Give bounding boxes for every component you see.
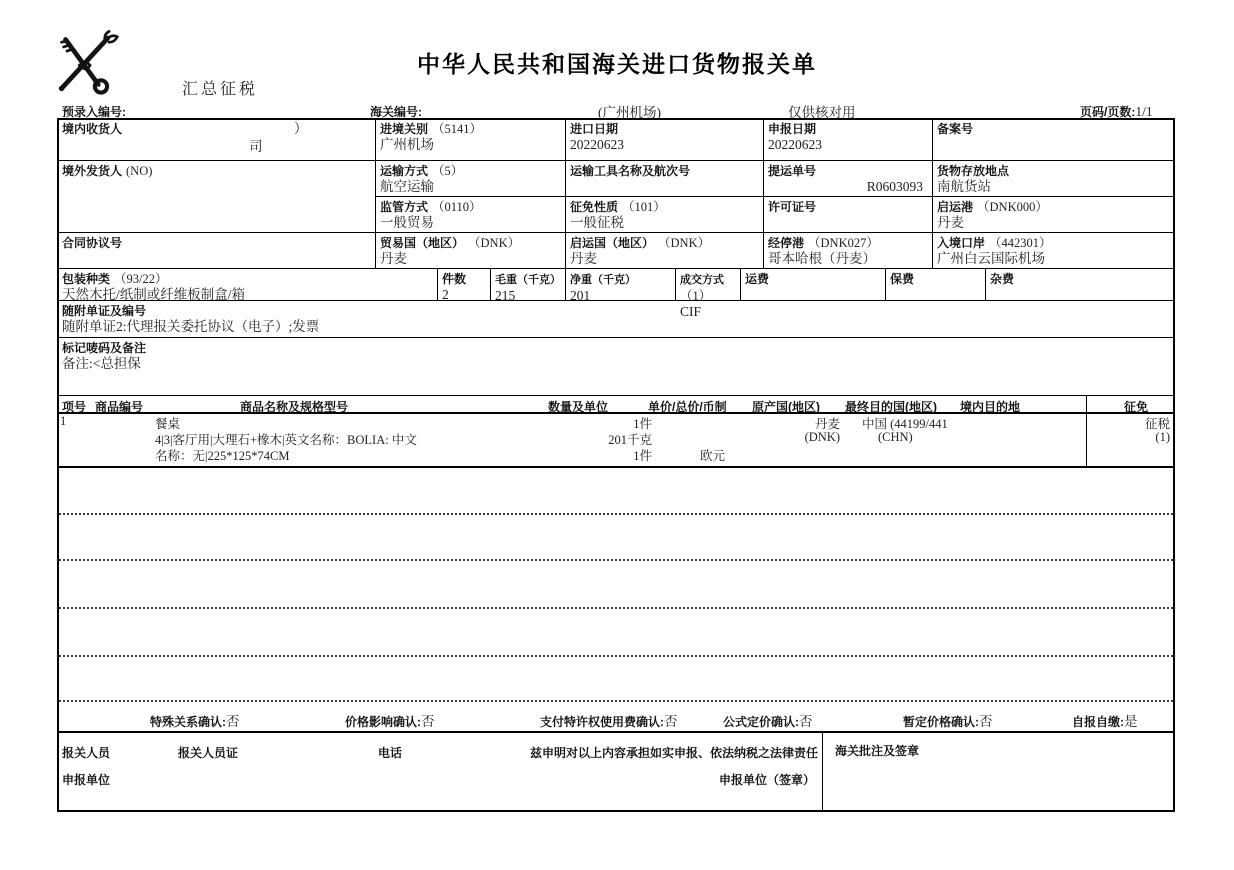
item-levy-line1: 征税	[1144, 417, 1170, 431]
consignee-value-2: 司	[249, 139, 263, 154]
confirm-price-impact-label: 价格影响确认:	[345, 715, 421, 729]
confirm-provisional-price-label: 暂定价格确认:	[903, 715, 979, 729]
item-name-line3: 名称：无|225*125*74CM	[155, 449, 290, 463]
field-trade-country	[375, 232, 568, 267]
page-number-value: 1/1	[1135, 104, 1153, 119]
packing-type-value: 天然木托/纸制或纤维板制盒/箱	[62, 287, 246, 302]
entry-port-label: 入境口岸	[937, 236, 986, 250]
net-weight-label: 净重（千克）	[570, 274, 636, 286]
confirm-royalty-payment-label: 支付特许权使用费确认:	[540, 715, 664, 729]
net-weight-value: 201	[570, 288, 591, 303]
transit-port-code: （DNK027）	[808, 236, 879, 250]
confirm-self-declaration-value: 是	[1124, 714, 1138, 729]
goods-header-domestic: 境内目的地	[960, 400, 1021, 414]
field-import-date	[565, 118, 766, 153]
contract-no-label: 合同协议号	[62, 236, 123, 250]
field-departure-port	[932, 196, 1178, 231]
item-origin-line2: (DNK)	[804, 430, 840, 444]
transport-mode-label: 运输方式	[380, 164, 429, 178]
departure-port-value: 丹麦	[937, 215, 964, 230]
storage-place-value: 南航货站	[937, 179, 991, 194]
field-freight	[740, 268, 888, 287]
supervision-mode-code: （0110）	[432, 200, 482, 214]
item-dest-line1: 中国 (44199/441	[862, 417, 948, 431]
confirm-formula-pricing-value: 否	[799, 714, 813, 729]
declarant-label: 报关人员	[62, 746, 111, 760]
goods-header-no: 项号	[62, 400, 87, 414]
page-number-label: 页码/页数:	[1080, 105, 1136, 119]
field-license-no	[763, 196, 935, 215]
confirm-royalty-payment-value: 否	[664, 714, 678, 729]
entry-port-value: 广州白云国际机场	[937, 251, 1045, 266]
entry-customs-value: 广州机场	[380, 137, 434, 152]
goods-header-price: 单价/总价/币制	[648, 400, 727, 414]
field-gross-weight	[490, 268, 568, 304]
customs-no-label: 海关编号:	[370, 105, 422, 119]
summary-tax-stamp: 汇总征税	[182, 81, 259, 98]
field-insurance	[885, 268, 988, 287]
departure-port-label: 启运港	[937, 200, 974, 214]
field-transit-port	[763, 232, 935, 267]
page-title: 中华人民共和国海关进口货物报关单	[417, 51, 817, 77]
item-levy-line2: (1)	[1155, 430, 1170, 444]
field-storage-place	[932, 160, 1178, 195]
confirm-self-declaration	[1072, 710, 1138, 731]
documents-value: 随附单证2:代理报关委托协议（电子）;发票	[62, 319, 320, 334]
declare-date-value: 20220623	[768, 137, 822, 152]
transit-port-value: 哥本哈根（丹麦）	[768, 251, 876, 266]
misc-fee-label: 杂费	[990, 272, 1015, 286]
packing-type-code: （93/22）	[114, 272, 168, 286]
pieces-value: 2	[442, 287, 449, 302]
field-net-weight	[565, 268, 678, 304]
field-entry-customs	[375, 118, 568, 153]
transport-mode-value: 航空运输	[380, 179, 434, 194]
entry-port-code: （442301）	[989, 236, 1052, 250]
customs-notes-label: 海关批注及签章	[835, 744, 920, 758]
consignee-value-1: ）	[294, 121, 308, 136]
field-departure-country	[565, 232, 766, 267]
entry-customs-label: 进境关别	[380, 122, 429, 136]
bill-no-label: 提运单号	[768, 164, 817, 178]
trade-country-value: 丹麦	[380, 251, 407, 266]
confirm-special-relation	[150, 710, 240, 731]
goods-header-dest: 最终目的国(地区)	[845, 400, 937, 414]
transport-name-label: 运输工具名称及航次号	[570, 164, 691, 178]
field-documents	[57, 300, 1176, 335]
field-transport-mode	[375, 160, 568, 195]
field-packing-type	[57, 268, 440, 303]
field-transport-name	[565, 160, 766, 179]
consignor-code: (NO)	[126, 164, 153, 178]
field-pieces	[437, 268, 493, 303]
import-date-label: 进口日期	[570, 122, 619, 136]
goods-header-qty: 数量及单位	[548, 400, 609, 414]
levy-nature-value: 一般征税	[570, 215, 624, 230]
item-name-line2: 4|3|客厅用|大理石+橡木|英文名称：BOLIA: 中文	[155, 433, 417, 447]
goods-header-levy: 征免	[1124, 400, 1149, 414]
field-declare-date	[763, 118, 935, 153]
declare-date-label: 申报日期	[768, 122, 817, 136]
confirm-self-declaration-label: 自报自缴:	[1072, 715, 1124, 729]
goods-header-origin: 原产国(地区)	[752, 400, 820, 414]
field-levy-nature	[565, 196, 766, 231]
item-name-line1: 餐桌	[155, 417, 181, 431]
transport-mode-code: （5）	[432, 164, 464, 178]
check-only-note: 仅供核对用	[788, 105, 856, 120]
confirm-special-relation-value: 否	[226, 714, 240, 729]
confirm-formula-pricing	[723, 710, 813, 731]
goods-header-name: 商品名称及规格型号	[240, 400, 349, 414]
item-origin-line1: 丹麦	[814, 417, 840, 431]
field-bill-no	[763, 160, 923, 195]
entry-customs-code: （5141）	[432, 122, 483, 136]
confirm-price-impact	[345, 710, 435, 731]
field-marks-remarks	[57, 337, 1176, 372]
transaction-mode-label: 成交方式	[680, 274, 724, 286]
supervision-mode-label: 监管方式	[380, 200, 429, 214]
levy-nature-code: （101）	[622, 200, 666, 214]
transaction-mode-value: CIF	[680, 304, 702, 319]
declare-unit-label: 申报单位	[62, 773, 111, 787]
item-currency: 欧元	[700, 449, 726, 463]
item-qty-line2: 201千克	[608, 433, 652, 447]
packing-type-label: 包装种类	[62, 272, 111, 286]
import-date-value: 20220623	[570, 137, 624, 152]
trade-country-label: 贸易国（地区）	[380, 236, 465, 250]
gross-weight-label: 毛重（千克）	[495, 274, 561, 286]
item-dest-line2: (CHN)	[878, 430, 913, 444]
item-qty-line3: 1件	[633, 449, 652, 463]
trade-country-code: （DNK）	[468, 236, 521, 250]
item-qty-line1: 1件	[633, 417, 652, 431]
field-record-no	[932, 118, 1178, 137]
pieces-label: 件数	[442, 272, 467, 286]
departure-country-label: 启运国（地区）	[570, 236, 655, 250]
insurance-label: 保费	[890, 272, 915, 286]
item-no: 1	[60, 414, 67, 428]
gross-weight-value: 215	[495, 288, 516, 303]
consignee-label: 境内收货人	[62, 122, 123, 136]
declaration-statement: 兹申明对以上内容承担如实申报、依法纳税之法律责任	[530, 746, 819, 760]
confirm-provisional-price	[903, 710, 993, 731]
field-supervision-mode	[375, 196, 568, 231]
declare-unit-seal-label: 申报单位（签章）	[718, 773, 815, 787]
freight-label: 运费	[745, 272, 770, 286]
pre-entry-no-label: 预录入编号:	[62, 105, 126, 119]
field-misc-fee	[985, 268, 1178, 287]
field-entry-port	[932, 232, 1178, 267]
marks-remarks-value: 备注:<总担保	[62, 356, 141, 371]
consignor-label: 境外发货人	[62, 164, 123, 178]
departure-country-code: （DNK）	[658, 236, 711, 250]
departure-port-code: （DNK000）	[977, 200, 1048, 214]
confirm-special-relation-label: 特殊关系确认:	[150, 715, 226, 729]
confirm-royalty-payment	[540, 710, 678, 731]
marks-remarks-label: 标记唛码及备注	[62, 341, 147, 355]
bill-no-value: R0603093	[866, 179, 923, 194]
confirm-formula-pricing-label: 公式定价确认:	[723, 715, 799, 729]
field-consignee	[57, 118, 378, 154]
storage-place-label: 货物存放地点	[937, 164, 1010, 178]
confirm-price-impact-value: 否	[421, 714, 435, 729]
supervision-mode-value: 一般贸易	[380, 215, 434, 230]
documents-label: 随附单证及编号	[62, 304, 147, 318]
license-no-label: 许可证号	[768, 200, 817, 214]
declarant-cert-label: 报关人员证	[178, 746, 239, 760]
phone-label: 电话	[378, 746, 403, 760]
departure-country-value: 丹麦	[570, 251, 597, 266]
transit-port-label: 经停港	[768, 236, 805, 250]
field-contract-no	[57, 232, 378, 251]
transaction-mode-code: （1）	[680, 289, 712, 303]
levy-nature-label: 征免性质	[570, 200, 619, 214]
confirm-provisional-price-value: 否	[979, 714, 993, 729]
port-note: (广州机场)	[598, 105, 661, 120]
goods-header-code: 商品编号	[95, 400, 144, 414]
field-consignor	[57, 160, 378, 179]
record-no-label: 备案号	[937, 122, 974, 136]
